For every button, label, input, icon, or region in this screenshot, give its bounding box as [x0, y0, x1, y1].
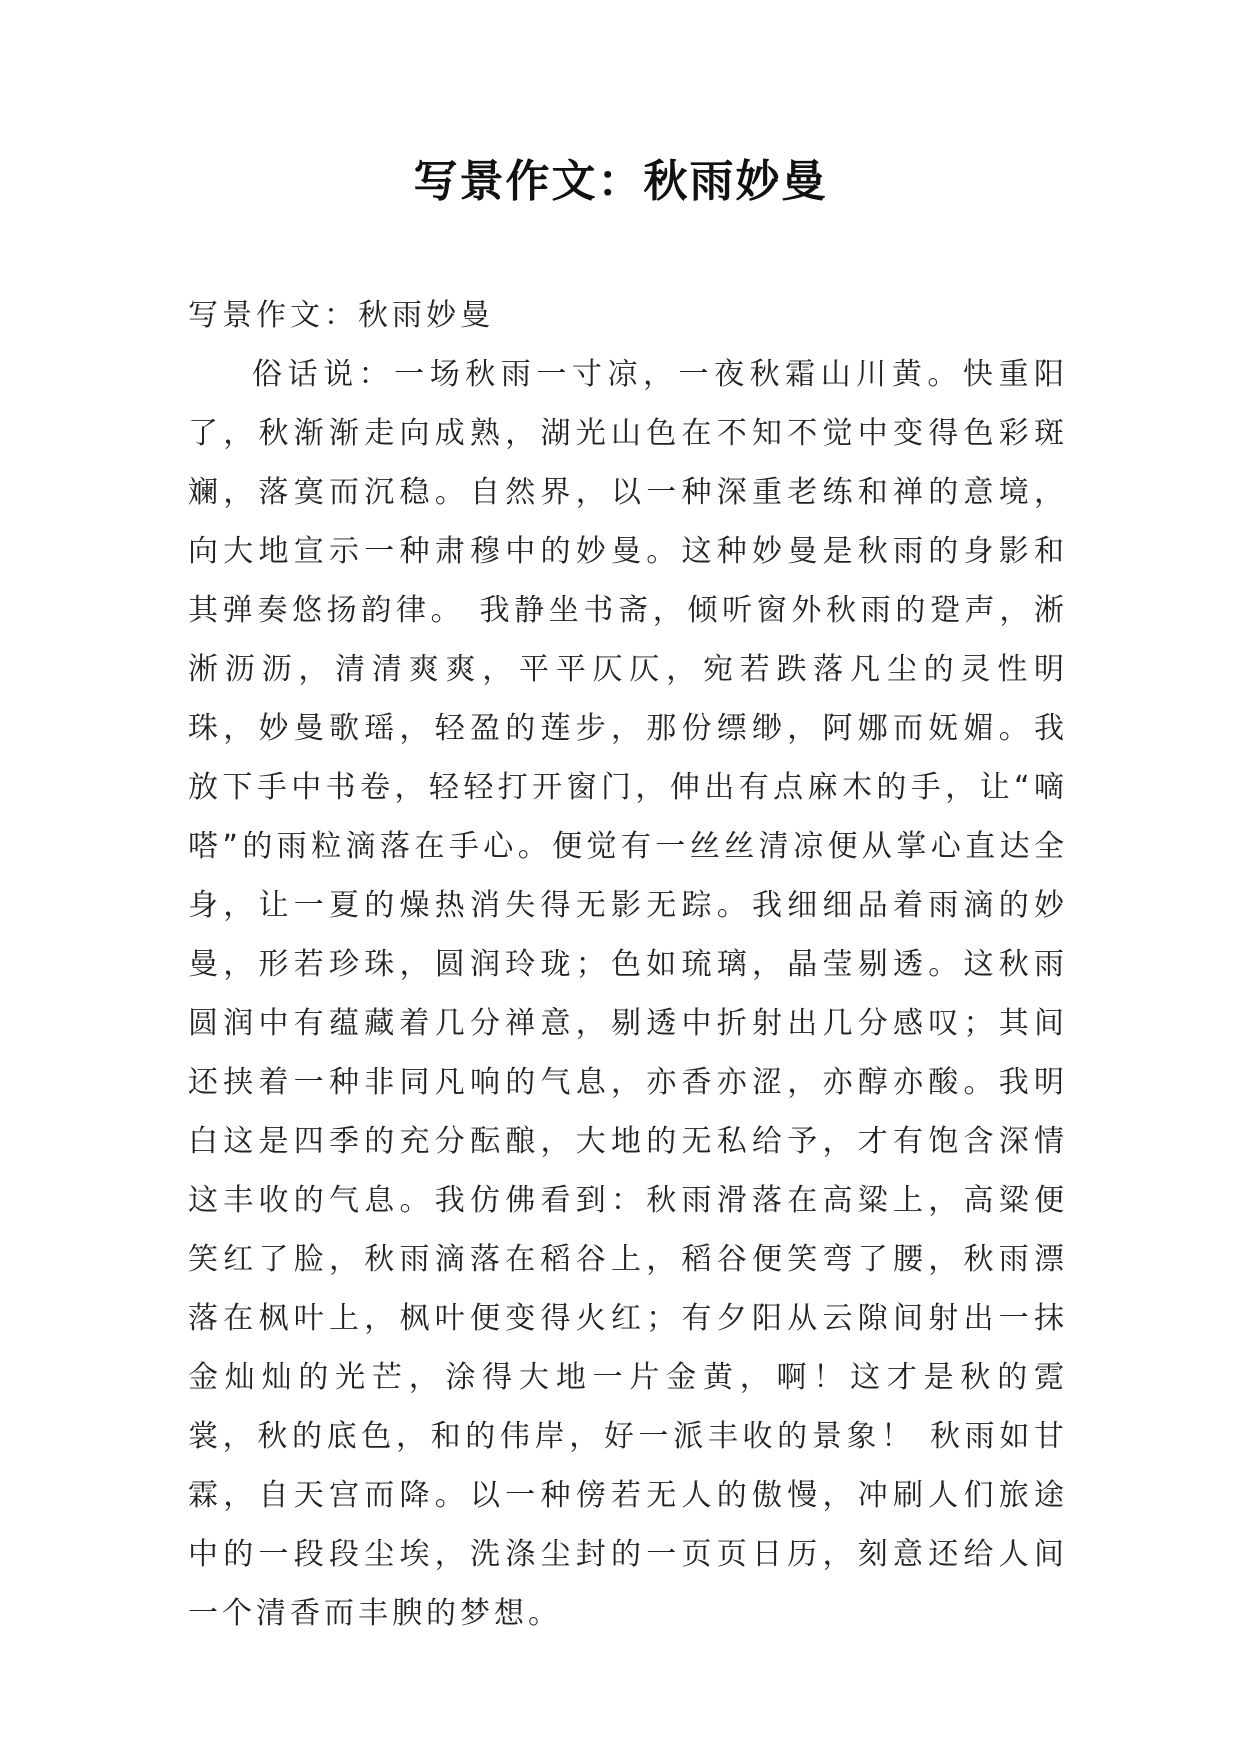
document-subtitle: 写景作文：秋雨妙曼	[188, 298, 494, 333]
document-title: 写景作文：秋雨妙曼	[413, 156, 828, 207]
body-paragraph: 俗话说：一场秋雨一寸凉，一夜秋霜山川黄。快重阳了，秋渐渐走向成熟，湖光山色在不知不觉中变得色彩斑斓，落寞而沉稳。自然界，以一种深重老练和禅的意境，向大地宣示一种肃穆中的妙曼。这种妙曼是秋雨的身影和其弹奏悠扬韵律。 我静坐书斋，倾听窗外秋雨的跫声，淅淅沥沥，清清爽爽，平平仄仄，宛若跌落凡尘的灵性明珠，妙曼歌瑶，轻盈的莲步，那份缥缈，阿娜而妩媚。我放下手中书卷，轻轻打开窗门，伸出有点麻木的手，让“嘀嗒”的雨粒滴落在手心。便觉有一丝丝清凉便从掌心直达全身，让一夏的燥热消失得无影无踪。我细细品着雨滴的妙曼，形若珍珠，圆润玲珑；色如琉璃，晶莹剔透。这秋雨圆润中有蕴藏着几分禅意，剔透中折射出几分感叹；其间还挟着一种非同凡响的气息，亦香亦涩，亦醇亦酸。我明白这是四季的充分酝酿，大地的无私给予，才有饱含深情这丰收的气息。我仿佛看到：秋雨滑落在高粱上，高粱便笑红了脸，秋雨滴落在稻谷上，稻谷便笑弯了腰，秋雨漂落在枫叶上，枫叶便变得火红；有夕阳从云隙间射出一抹金灿灿的光芒，涂得大地一片金黄，啊！这才是秋的霓裳，秋的底色，和的伟岸，好一派丰收的景象！ 秋雨如甘霖，自天宫而降。以一种傍若无人的傲慢，冲刷人们旅途中的一段段尘埃，洗涤尘封的一页页日历，刻意还给人间一个清香而丰腴的梦想。	[188, 357, 1068, 1631]
document-body	[188, 286, 1068, 1643]
